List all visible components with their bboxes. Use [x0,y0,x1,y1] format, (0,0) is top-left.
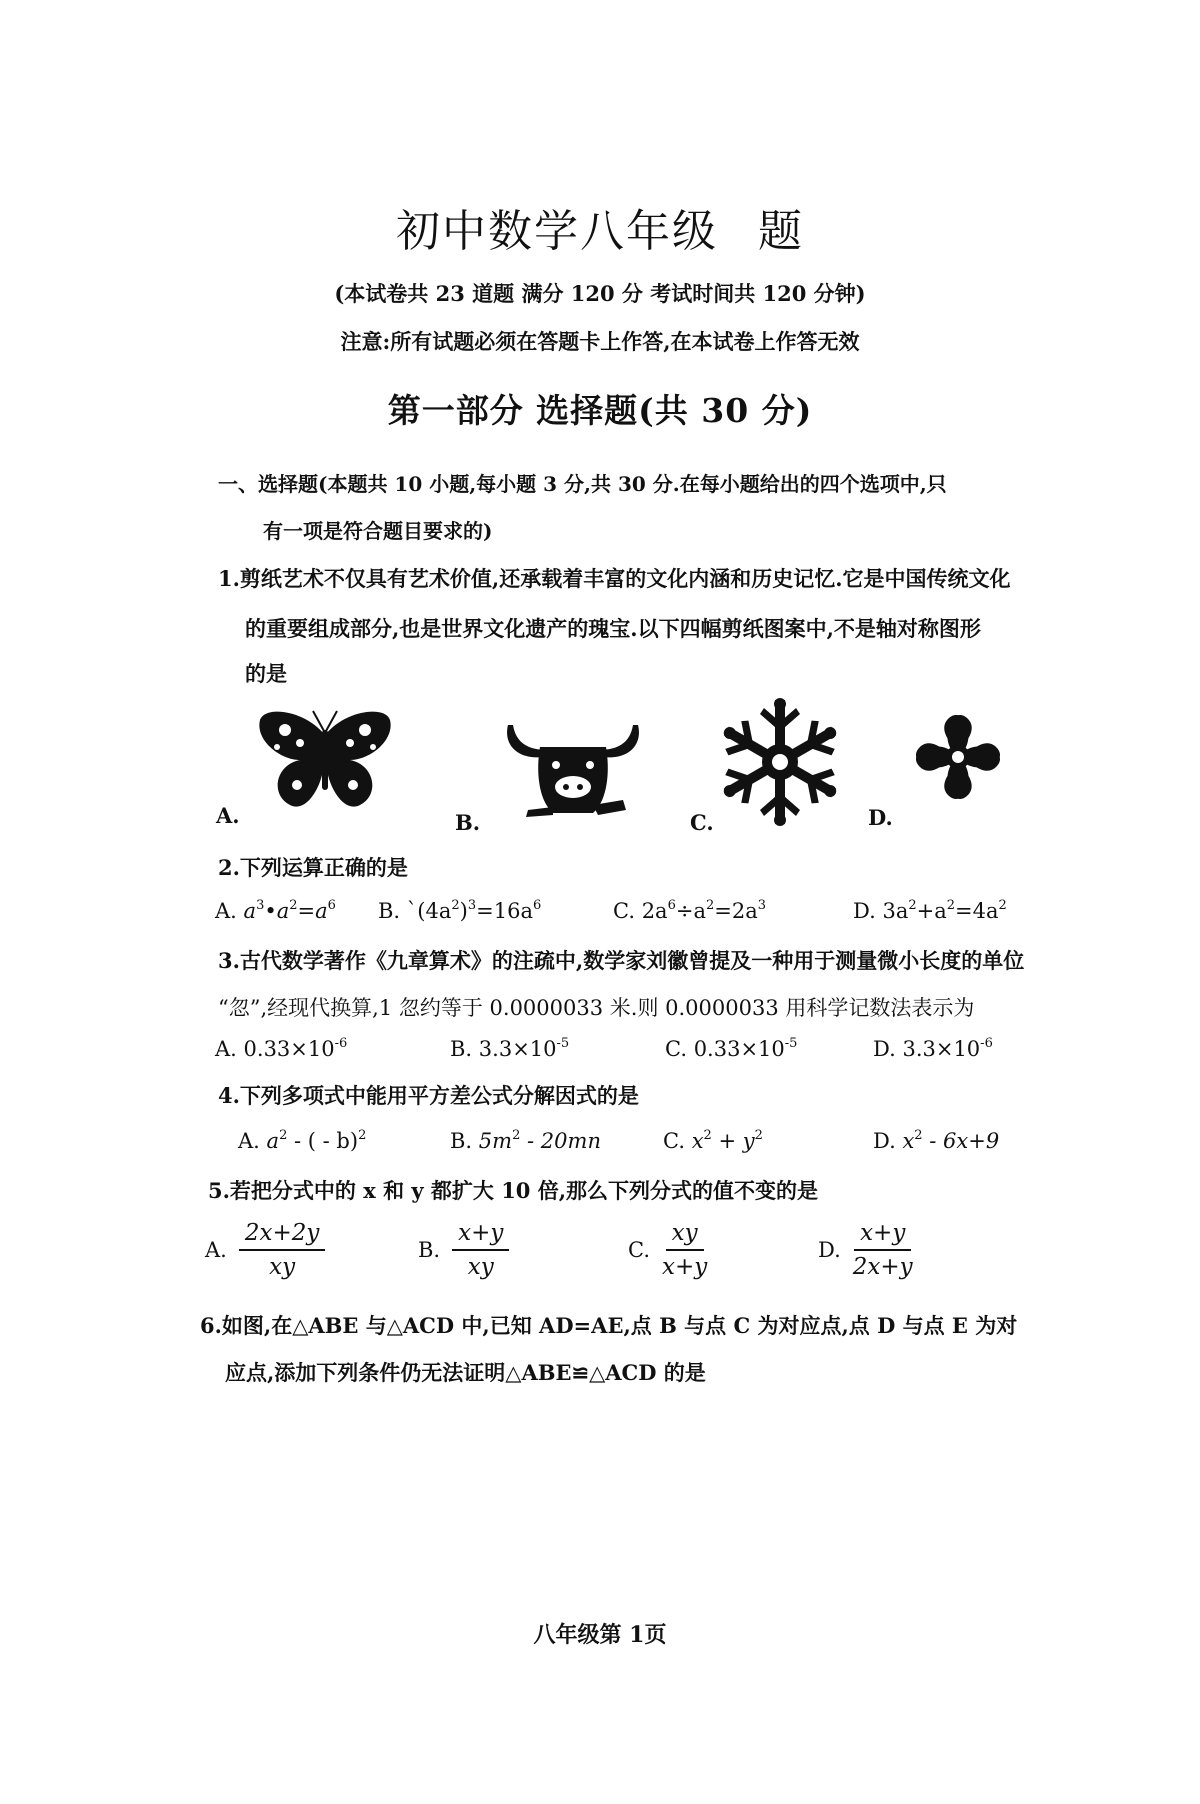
q2-option-c [613,898,766,923]
q4-stem: 4.下列多项式中能用平方差公式分解因式的是 [218,1083,639,1108]
fraction: $\frac{xy}{x+y}$ [662,1220,708,1280]
fraction: $\frac{x+y}{2x+y}$ [852,1220,913,1280]
q5-option-b: B. $\frac{x+y}{xy}$ [418,1220,509,1280]
q3-option-b: B. $3.3\times 10^{-5}$ [450,1036,570,1061]
q4-option-a: A. $a^2$ - ( - b)$^2$ [238,1128,367,1153]
q2-option-c-expr: $2a^6\div a^2=2a^3$ [641,898,767,923]
butterfly-papercut-icon [255,705,395,815]
q3-line1: 3.古代数学著作《九章算术》的注疏中,数学家刘徽曾提及一种用于测量微小长度的单位 [218,948,1025,973]
fraction: $\frac{2x+2y}{xy}$ [239,1220,326,1280]
q3-option-d: D. $3.3\times 10^{-6}$ [873,1036,993,1061]
q1-line3: 的是 [245,661,287,686]
q5-option-c: C. $\frac{xy}{x+y}$ [628,1220,708,1280]
part-heading: 第一部分 选择题(共 30 分) [387,391,813,430]
q3-option-c: C. $0.33\times 10^{-5}$ [665,1036,798,1061]
q1-option-a-label: A. [216,803,240,828]
q3-option-a: A. $0.33\times 10^{-6}$ [215,1036,348,1061]
fraction: $\frac{x+y}{xy}$ [452,1220,509,1280]
q2-option-b-expr: $`(4a^2)^3=16a^6$ [406,898,542,923]
q2-option-c-label: C. [613,899,635,923]
q2-option-a-expr: $a^3•a^2=a^6$ [243,898,336,923]
section-instruction-line1: 一、选择题(本题共 10 小题,每小题 3 分,共 30 分.在每小题给出的四个选项中,只 [218,472,947,496]
q2-option-d [853,898,1007,923]
q6-line1: 6.如图,在△ABE 与△ACD 中,已知 AD=AE,点 B 与点 C 为对应点,点 D 与点 E 为对 [200,1313,1018,1338]
exam-title-main: 初中数学八年级 [396,206,718,257]
q1-option-d-label: D. [868,805,893,830]
q6-line2: 应点,添加下列条件仍无法证明△ABE≌△ACD 的是 [225,1360,706,1385]
q2-stem: 2.下列运算正确的是 [218,855,408,880]
q4-option-d: D. $x^2 - 6x+9$ [873,1128,1000,1153]
exam-title [0,195,1200,259]
q1-line1: 1.剪纸艺术不仅具有艺术价值,还承载着丰富的文化内涵和历史记忆.它是中国传统文化 [218,566,1011,591]
q2-option-a-label: A. [215,899,237,923]
q1-option-c-label: C. [690,810,714,835]
q5-stem: 5.若把分式中的 x 和 y 都扩大 10 倍,那么下列分式的值不变的是 [208,1178,819,1203]
q4-option-b: B. $5m^2 - 20mn$ [450,1128,601,1153]
q4-option-c: C. $x^2 + y^2$ [663,1128,763,1153]
page-footer: 八年级第 1页 [533,1622,667,1648]
exam-info: (本试卷共 23 道题 满分 120 分 考试时间共 120 分钟) [334,281,866,306]
q2-option-a [215,898,336,923]
q2-option-b [378,898,541,923]
q3-line2: “忽”,经现代换算,1 忽约等于 0.0000033 米.则 0.0000033 用科学记数法表示为 [218,996,975,1020]
section-instruction-line2: 有一项是符合题目要求的) [263,519,493,543]
q2-option-b-label: B. [378,899,401,923]
exam-notice: 注意:所有试题必须在答题卡上作答,在本试卷上作答无效 [340,329,860,354]
four-heart-flower-papercut-icon [893,695,1023,820]
q2-option-d-label: D. [853,899,876,923]
q1-option-b-label: B. [455,810,481,835]
q5-option-d: D. $\frac{x+y}{2x+y}$ [818,1220,913,1280]
q1-line2: 的重要组成部分,也是世界文化遗产的瑰宝.以下四幅剪纸图案中,不是轴对称图形 [245,616,981,641]
q2-option-d-expr: $3a^2+a^2=4a^2$ [882,898,1007,923]
q5-option-a: A. $\frac{2x+2y}{xy}$ [205,1220,325,1280]
ox-head-papercut-icon [498,715,648,820]
snowflake-papercut-icon [720,698,840,826]
exam-title-suffix: 题 [758,206,804,257]
